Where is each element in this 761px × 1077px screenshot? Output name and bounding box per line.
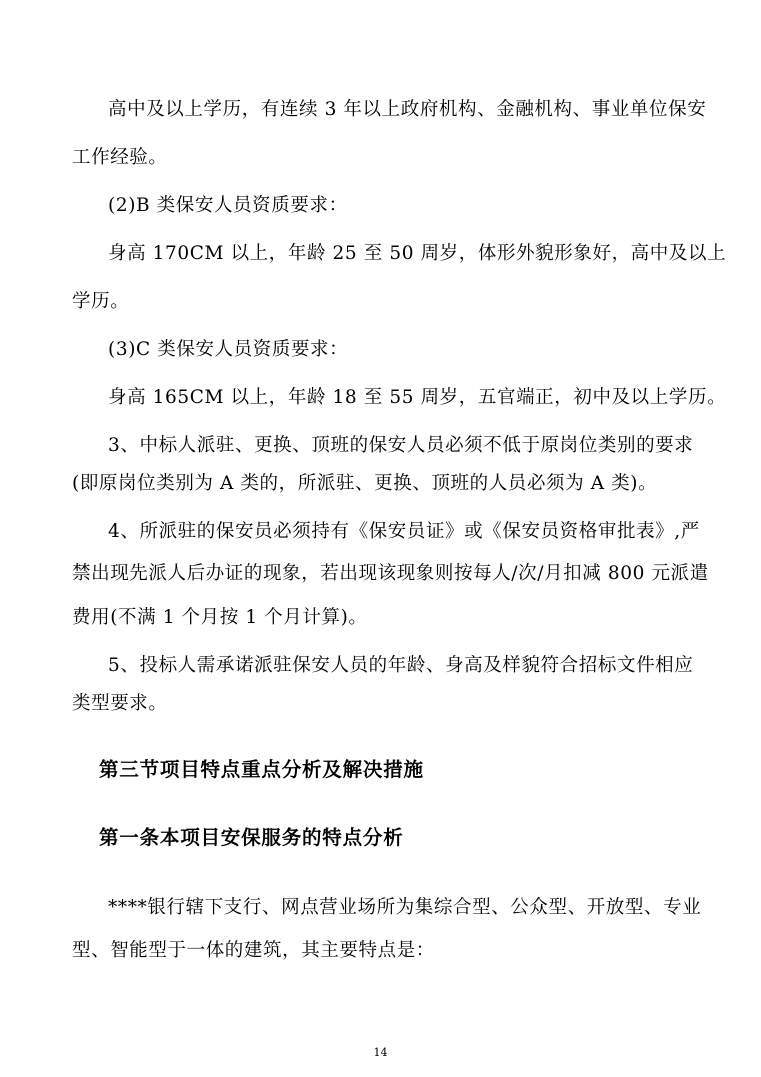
paragraph-line: 费用(不满 1 个月按 1 个月计算)。 (72, 607, 368, 628)
paragraph-line: 工作经验。 (72, 147, 168, 168)
paragraph-line: 型、智能型于一体的建筑，其主要特点是： (72, 940, 435, 961)
paragraph-line: (即原岗位类别为 A 类的，所派驻、更换、顶班的人员必须为 A 类)。 (72, 473, 658, 494)
paragraph-line: 5、投标人需承诺派驻保安人员的年龄、身高及样貌符合招标文件相应 (108, 655, 694, 676)
article-heading: 第一条本项目安保服务的特点分析 (99, 826, 404, 849)
paragraph-line: (2)B 类保安人员资质要求： (108, 195, 348, 216)
paragraph-line: 类型要求。 (72, 693, 168, 714)
paragraph-line: 禁出现先派人后办证的现象，若出现该现象则按每人/次/月扣减 800 元派遣 (72, 563, 709, 584)
page-number: 14 (373, 1046, 388, 1059)
paragraph-line: 身高 170CM 以上，年龄 25 至 50 周岁，体形外貌形象好，高中及以上 (108, 243, 727, 264)
paragraph-line: 4、所派驻的保安员必须持有《保安员证》或《保安员资格审批表》,严 (108, 521, 700, 542)
paragraph-line: 身高 165CM 以上，年龄 18 至 55 周岁，五官端正，初中及以上学历。 (108, 387, 727, 408)
paragraph-line: 学历。 (72, 291, 130, 312)
paragraph-line: (3)C 类保安人员资质要求： (108, 339, 349, 360)
paragraph-line: 高中及以上学历，有连续 3 年以上政府机构、金融机构、事业单位保安 (108, 99, 707, 120)
section-heading: 第三节项目特点重点分析及解决措施 (99, 758, 424, 781)
paragraph-line: ****银行辖下支行、网点营业场所为集综合型、公众型、开放型、专业 (108, 897, 702, 918)
paragraph-line: 3、中标人派驻、更换、顶班的保安人员必须不低于原岗位类别的要求 (108, 435, 694, 456)
